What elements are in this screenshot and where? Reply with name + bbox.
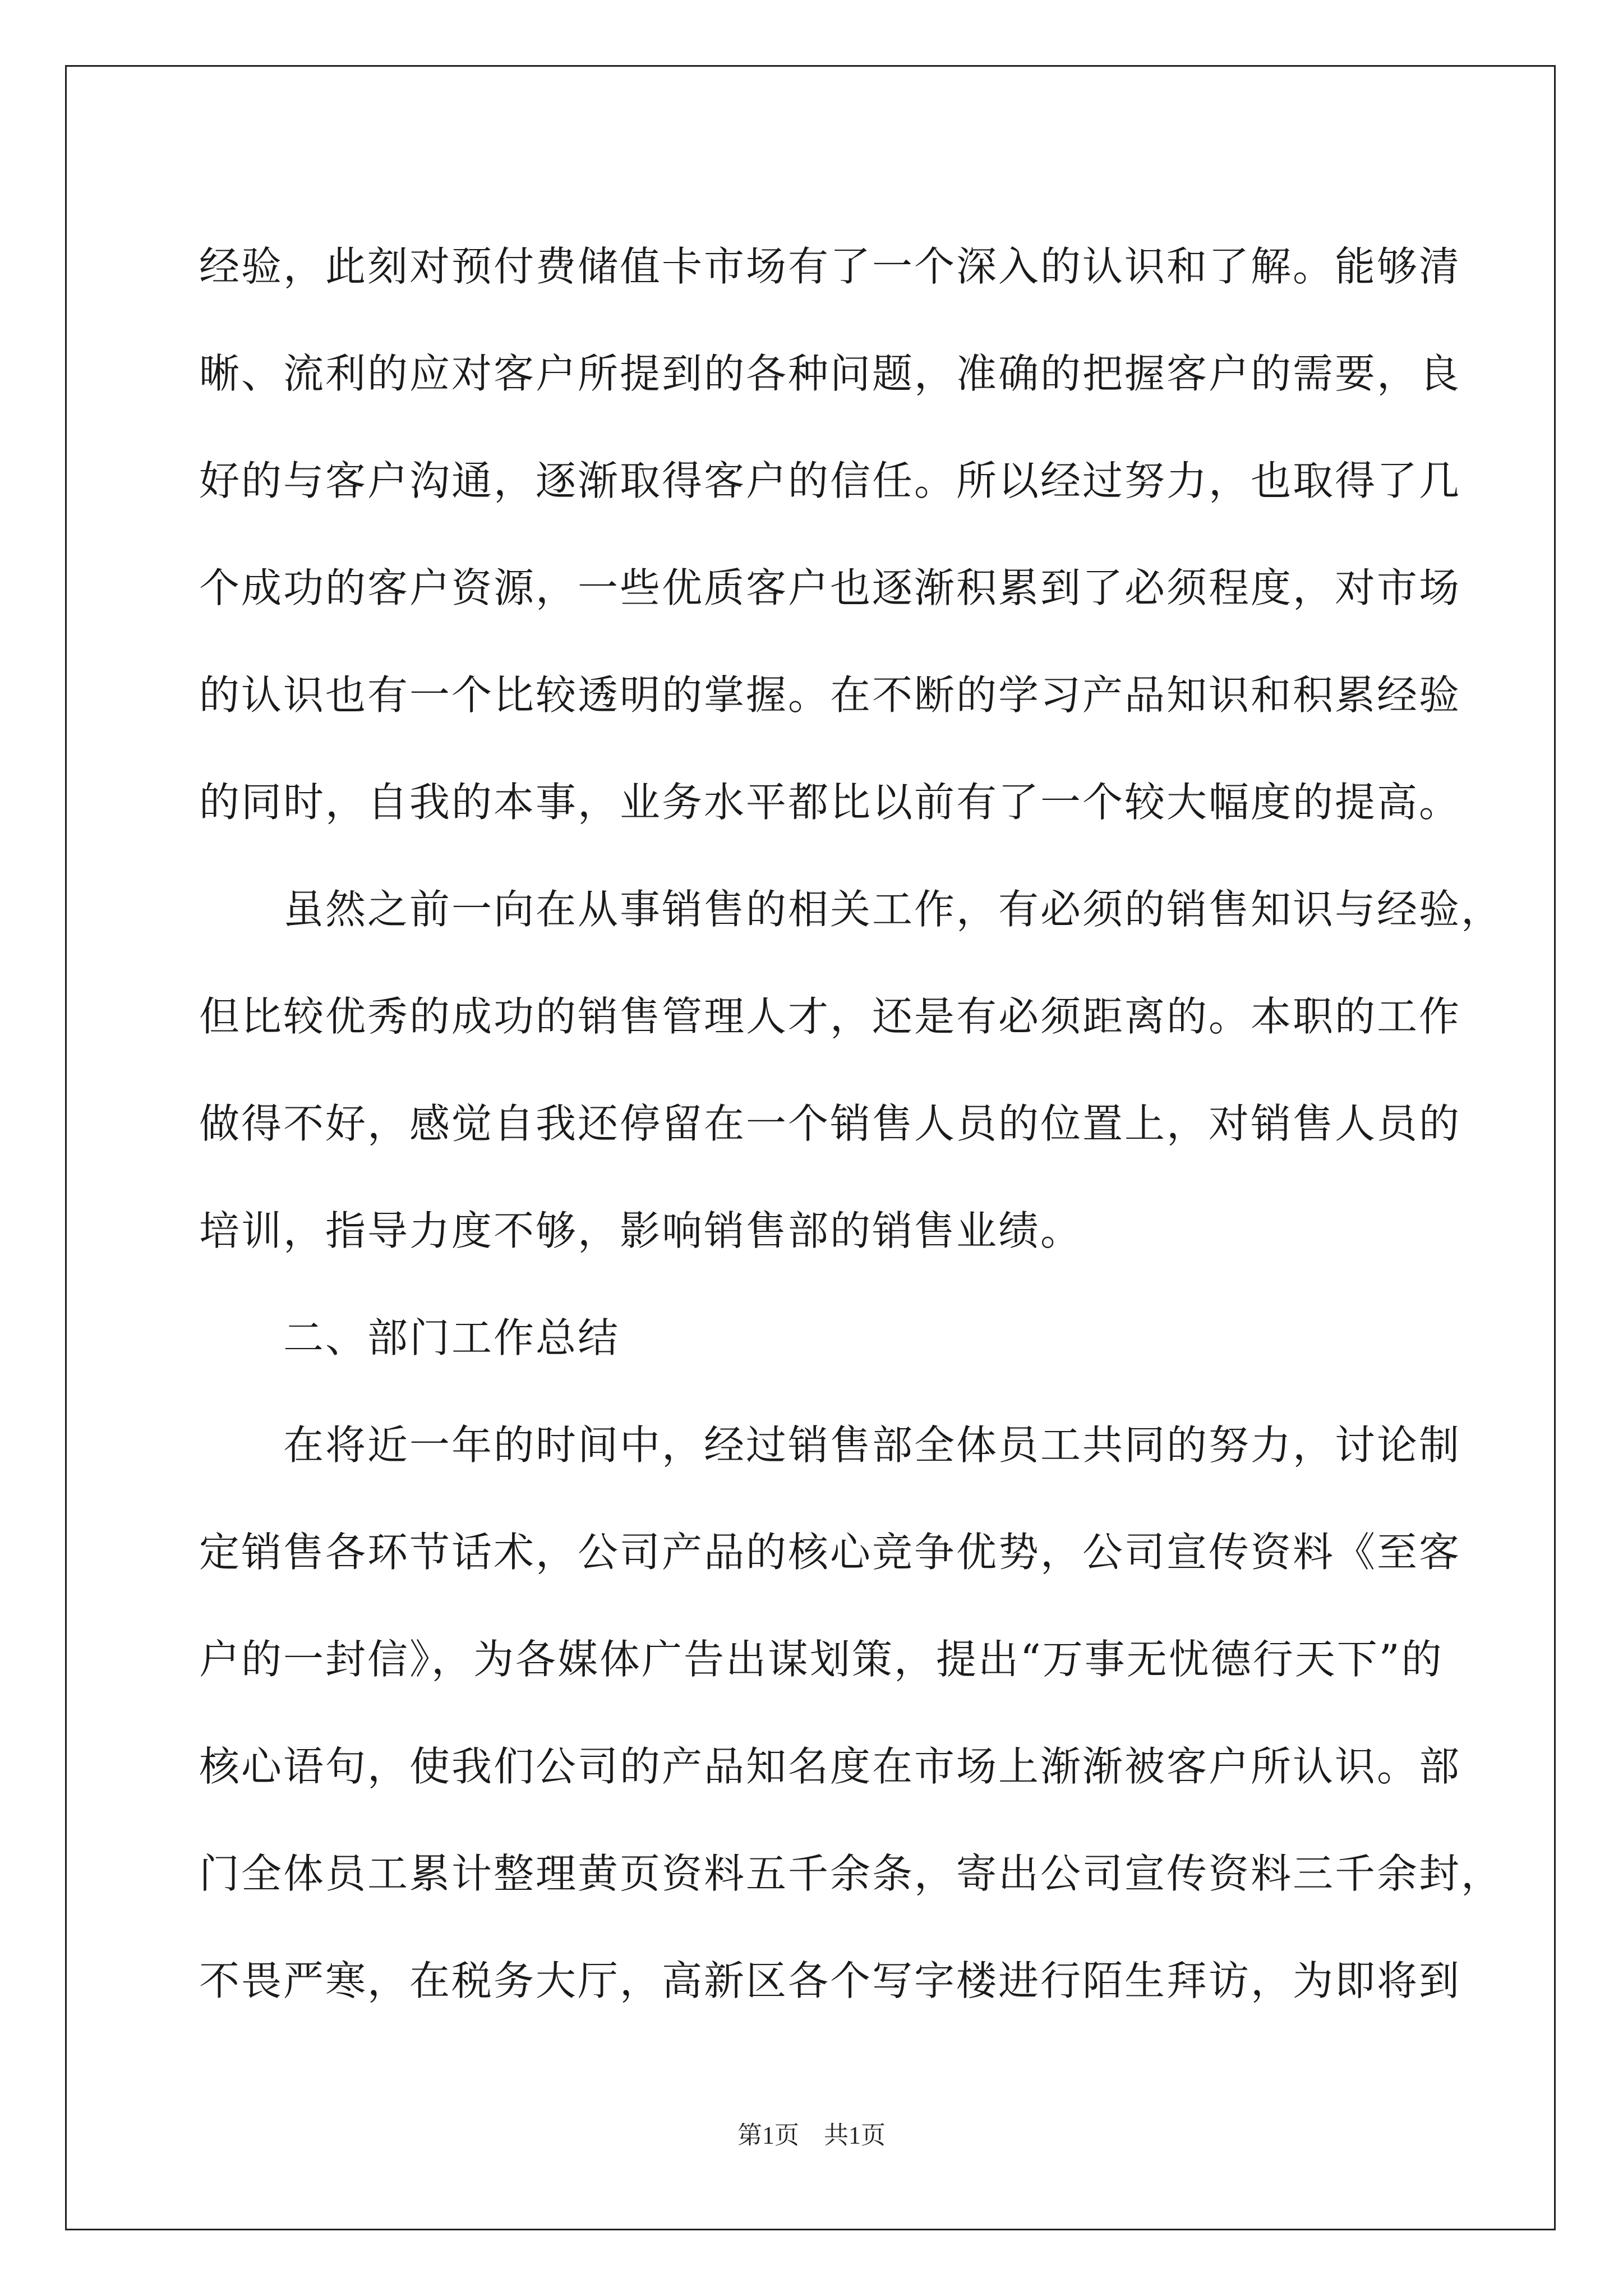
text-line: 个成功的客户资源，一些优质客户也逐渐积累到了必须程度，对市场 — [199, 564, 1461, 611]
text-line: 经验，此刻对预付费储值卡市场有了一个深入的认识和了解。能够清 — [199, 243, 1461, 290]
text-line: 做得不好，感觉自我还停留在一个销售人员的位置上，对销售人员的 — [199, 1100, 1461, 1147]
text-line: 门全体员工累计整理黄页资料五千余条，寄出公司宣传资料三千余封， — [199, 1850, 1504, 1897]
text-line: 不畏严寒，在税务大厅，高新区各个写字楼进行陌生拜访，为即将到 — [199, 1957, 1461, 2004]
section-heading: 二、部门工作总结 — [283, 1314, 620, 1361]
text-line: 虽然之前一向在从事销售的相关工作，有必须的销售知识与经验， — [283, 886, 1504, 933]
text-line: 定销售各环节话术，公司产品的核心竞争优势，公司宣传资料《至客 — [199, 1529, 1461, 1576]
text-line: 的同时，自我的本事，业务水平都比以前有了一个较大幅度的提高。 — [199, 779, 1461, 826]
page-number-footer: 第1页 共1页 — [737, 2122, 886, 2149]
text-line: 户的一封信》，为各媒体广告出谋划策，提出“万事无忧德行天下”的 — [199, 1636, 1444, 1683]
document-body — [199, 213, 1504, 2035]
text-line: 好的与客户沟通，逐渐取得客户的信任。所以经过努力，也取得了几 — [199, 457, 1461, 504]
text-line: 培训，指导力度不够，影响销售部的销售业绩。 — [199, 1207, 1083, 1254]
text-line: 在将近一年的时间中，经过销售部全体员工共同的努力，讨论制 — [283, 1421, 1461, 1469]
text-line: 晰、流利的应对客户所提到的各种问题，准确的把握客户的需要，良 — [199, 350, 1461, 397]
text-line: 的认识也有一个比较透明的掌握。在不断的学习产品知识和积累经验 — [199, 671, 1461, 719]
text-line: 核心语句，使我们公司的产品知名度在市场上渐渐被客户所认识。部 — [199, 1743, 1461, 1790]
text-line: 但比较优秀的成功的销售管理人才，还是有必须距离的。本职的工作 — [199, 993, 1461, 1040]
